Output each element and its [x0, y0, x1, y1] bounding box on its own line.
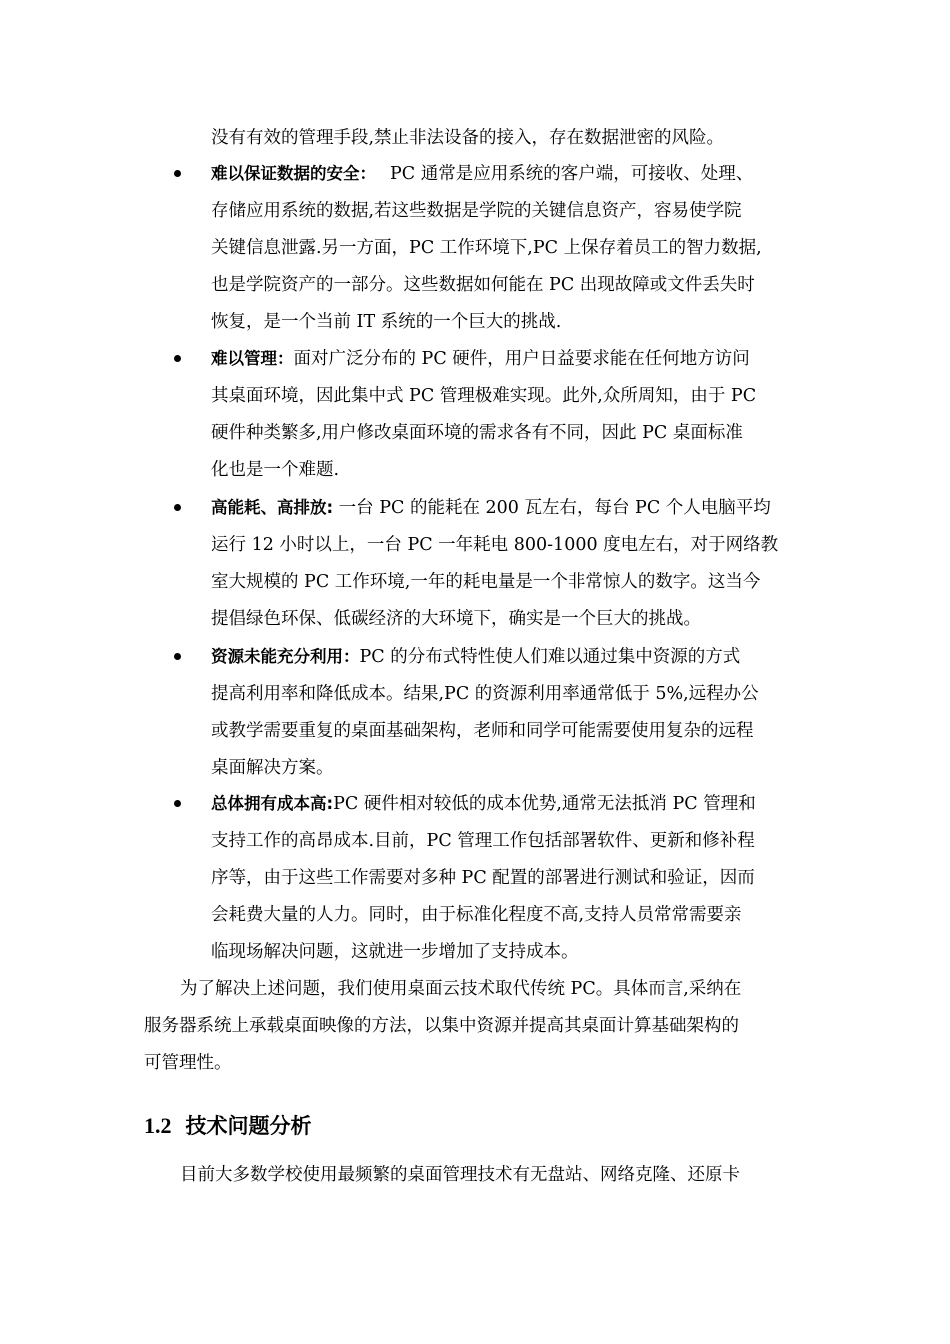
bullet-dot-icon [174, 786, 184, 796]
bullet-first-line [211, 639, 740, 675]
paragraph-line: 可管理性。 [144, 1053, 232, 1073]
bullet-term: 总体拥有成本高: [211, 794, 334, 813]
bullet-line: 关键信息泄露.另一方面，PC 工作环境下,PC 上保存着员工的智力数据, [211, 238, 762, 258]
bullet-text: PC 通常是应用系统的客户端，可接收、处理、 [390, 164, 754, 184]
continuation-line: 没有有效的管理手段,禁止非法设备的接入，存在数据泄密的风险。 [211, 128, 725, 148]
bullet-first-line [211, 156, 753, 192]
bullet-line: 序等，由于这些工作需要对多种 PC 配置的部署进行测试和验证，因而 [211, 868, 755, 888]
bullet-line: 桌面解决方案。 [211, 758, 334, 778]
bullet-text: PC 硬件相对较低的成本优势,通常无法抵消 PC 管理和 [333, 794, 756, 814]
bullet-text: PC 的分布式特性使人们难以通过集中资源的方式 [359, 647, 741, 667]
section-title: 技术问题分析 [185, 1114, 312, 1138]
bullet-line: 恢复，是一个当前 IT 系统的一个巨大的挑战. [211, 312, 562, 332]
bullet-line: 提倡绿色环保、低碳经济的大环境下，确实是一个巨大的挑战。 [211, 609, 701, 629]
bullet-term: 高能耗、高排放: [211, 498, 334, 517]
paragraph-line: 为了解决上述问题，我们使用桌面云技术取代传统 PC。具体而言,采纳在 [180, 979, 742, 999]
bullet-line: 支持工作的高昂成本.目前，PC 管理工作包括部署软件、更新和修补程 [211, 831, 755, 851]
paragraph-line: 服务器系统上承载桌面映像的方法，以集中资源并提高其桌面计算基础架构的 [144, 1016, 739, 1036]
bullet-dot-icon [174, 156, 184, 166]
bullet-line: 硬件种类繁多,用户修改桌面环境的需求各有不同，因此 PC 桌面标准 [211, 423, 743, 443]
bullet-text: 面对广泛分布的 PC 硬件，用户日益要求能在任何地方访问 [293, 349, 750, 369]
bullet-first-line [211, 786, 756, 822]
bullet-term: 资源未能充分利用： [211, 647, 360, 666]
bullet-line: 存储应用系统的数据,若这些数据是学院的关键信息资产，容易使学院 [211, 201, 742, 221]
bullet-first-line [211, 490, 771, 526]
bullet-term: 难以管理： [211, 349, 294, 368]
bullet-dot-icon [174, 639, 184, 649]
bullet-text: 一台 PC 的能耗在 200 瓦左右，每台 PC 个人电脑平均 [333, 498, 771, 518]
section-heading [144, 1106, 312, 1146]
bullet-line: 或教学需要重复的桌面基础架构，老师和同学可能需要使用复杂的远程 [211, 721, 754, 741]
bullet-first-line [211, 341, 750, 377]
section-number: 1.2 [144, 1113, 172, 1138]
bullet-dot-icon [174, 490, 184, 500]
bullet-line: 其桌面环境，因此集中式 PC 管理极难实现。此外,众所周知，由于 PC [211, 386, 757, 406]
bullet-line: 运行 12 小时以上，一台 PC 一年耗电 800-1000 度电左右，对于网络教 [211, 535, 779, 555]
bullet-line: 会耗费大量的人力。同时，由于标准化程度不高,支持人员常常需要亲 [211, 905, 742, 925]
bullet-dot-icon [174, 341, 184, 351]
bullet-line: 室大规模的 PC 工作环境,一年的耗电量是一个非常惊人的数字。这当今 [211, 572, 761, 592]
bullet-line: 提高利用率和降低成本。结果,PC 的资源利用率通常低于 5%,远程办公 [211, 684, 759, 704]
body-line: 目前大多数学校使用最频繁的桌面管理技术有无盘站、网络克隆、还原卡 [180, 1165, 740, 1185]
bullet-line: 临现场解决问题，这就进一步增加了支持成本。 [211, 942, 579, 962]
bullet-line: 也是学院资产的一部分。这些数据如何能在 PC 出现故障或文件丢失时 [211, 275, 755, 295]
bullet-line: 化也是一个难题. [211, 460, 340, 480]
bullet-term: 难以保证数据的安全： [211, 164, 376, 183]
